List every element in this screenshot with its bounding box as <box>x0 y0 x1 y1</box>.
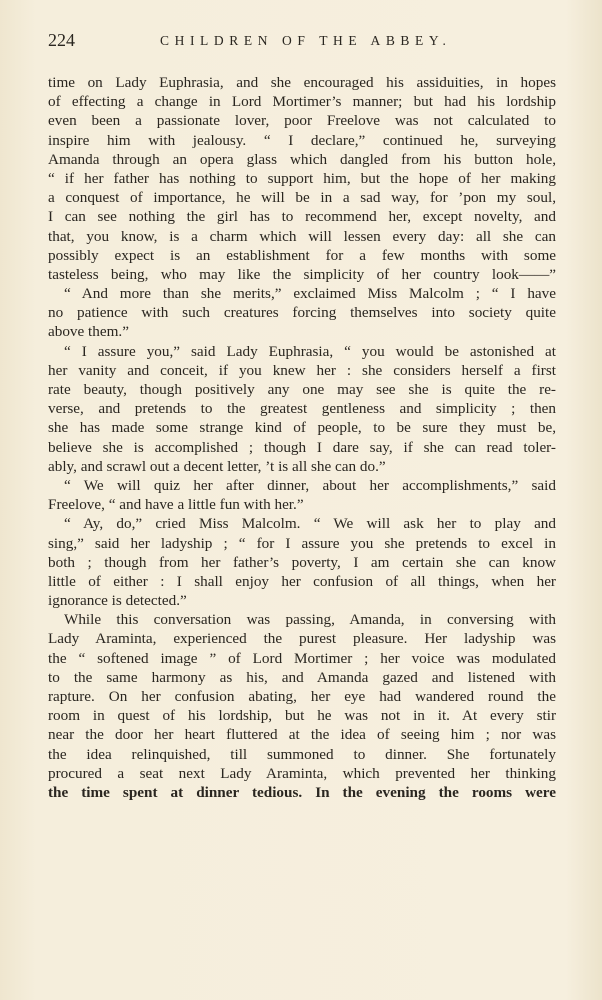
text-line: “ Ay, do,” cried Miss Malcolm. “ We will ask her to play and <box>64 515 556 533</box>
text-line: both ; though from her father’s poverty, I am certain she can know <box>48 553 556 571</box>
text-line: ably, and scrawl out a decent letter, ’t is all she can do.” <box>48 457 386 475</box>
text-line: the time spent at dinner tedious. In the evening the rooms were <box>48 783 556 801</box>
text-line: procured a seat next Lady Araminta, which prevented her thinking <box>48 764 556 782</box>
text-line: “ if her father has nothing to support him, but the hope of her making <box>48 169 556 187</box>
text-line: of effecting a change in Lord Mortimer’s manner; but had his lordship <box>48 93 556 111</box>
text-line: inspire him with jealousy. “ I declare,” continued he, surveying <box>48 131 556 149</box>
body-text <box>48 73 556 802</box>
running-title: CHILDREN OF THE ABBEY. <box>160 33 452 48</box>
text-line: no patience with such creatures forcing themselves into society quite <box>48 304 556 322</box>
text-line: tasteless being, who may like the simplicity of her country look——” <box>48 265 556 283</box>
text-line: the idea relinquished, till summoned to dinner. She fortunately <box>48 745 556 763</box>
text-line: ignorance is detected.” <box>48 592 187 610</box>
text-line: that, you know, is a charm which will lessen every day: all she can <box>48 227 556 245</box>
text-line: “ I assure you,” said Lady Euphrasia, “ you would be astonished at <box>64 342 556 360</box>
text-line: to the same harmony as his, and Amanda gazed and listened with <box>48 668 556 686</box>
text-line: “ We will quiz her after dinner, about her accomplishments,” said <box>64 476 556 494</box>
text-line: believe she is accomplished ; though I dare say, if she can read toler- <box>48 438 556 456</box>
text-line: her vanity and conceit, if you knew her : she considers herself a first <box>48 361 556 379</box>
page-number: 224 <box>48 30 75 50</box>
text-line: possibly expect is an establishment for a few months with some <box>48 246 556 264</box>
text-line: Lady Araminta, experienced the purest pleasure. Her ladyship was <box>48 630 556 648</box>
text-line: above them.” <box>48 323 129 341</box>
text-line: even been a passionate lover, poor Freelove was not calculated to <box>48 112 556 130</box>
text-line: Amanda through an opera glass which dangled from his button hole, <box>48 150 556 168</box>
text-line: verse, and pretends to the greatest gentleness and simplicity ; then <box>48 400 556 418</box>
text-line: she has made some strange kind of people, to be sure they must be, <box>48 419 556 437</box>
text-line: little of either : I shall enjoy her confusion of all things, when her <box>48 572 556 590</box>
text-line: time on Lady Euphrasia, and she encouraged his assiduities, in hopes <box>48 74 556 91</box>
text-line: Freelove, “ and have a little fun with her.” <box>48 496 304 514</box>
text-line: the “ softened image ” of Lord Mortimer ; her voice was modulated <box>48 649 556 667</box>
text-line: rapture. On her confusion abating, her eye had wandered round the <box>48 688 556 705</box>
text-line: a conquest of importance, he will be in a sad way, for ’pon my soul, <box>48 189 556 207</box>
text-line: room in quest of his lordship, but he was not in it. At every stir <box>48 707 556 725</box>
text-line: near the door her heart fluttered at the idea of seeing him ; nor was <box>48 726 556 744</box>
text-line: I can see nothing the girl has to recommend her, except novelty, and <box>48 208 556 226</box>
text-line: sing,” said her ladyship ; “ for I assure you she pretends to excel in <box>48 534 556 552</box>
page-header <box>48 30 558 54</box>
text-line: While this conversation was passing, Amanda, in conversing with <box>64 611 556 629</box>
text-line: rate beauty, though positively any one may see she is quite the re- <box>48 381 556 398</box>
text-line: “ And more than she merits,” exclaimed Miss Malcolm ; “ I have <box>64 285 556 303</box>
